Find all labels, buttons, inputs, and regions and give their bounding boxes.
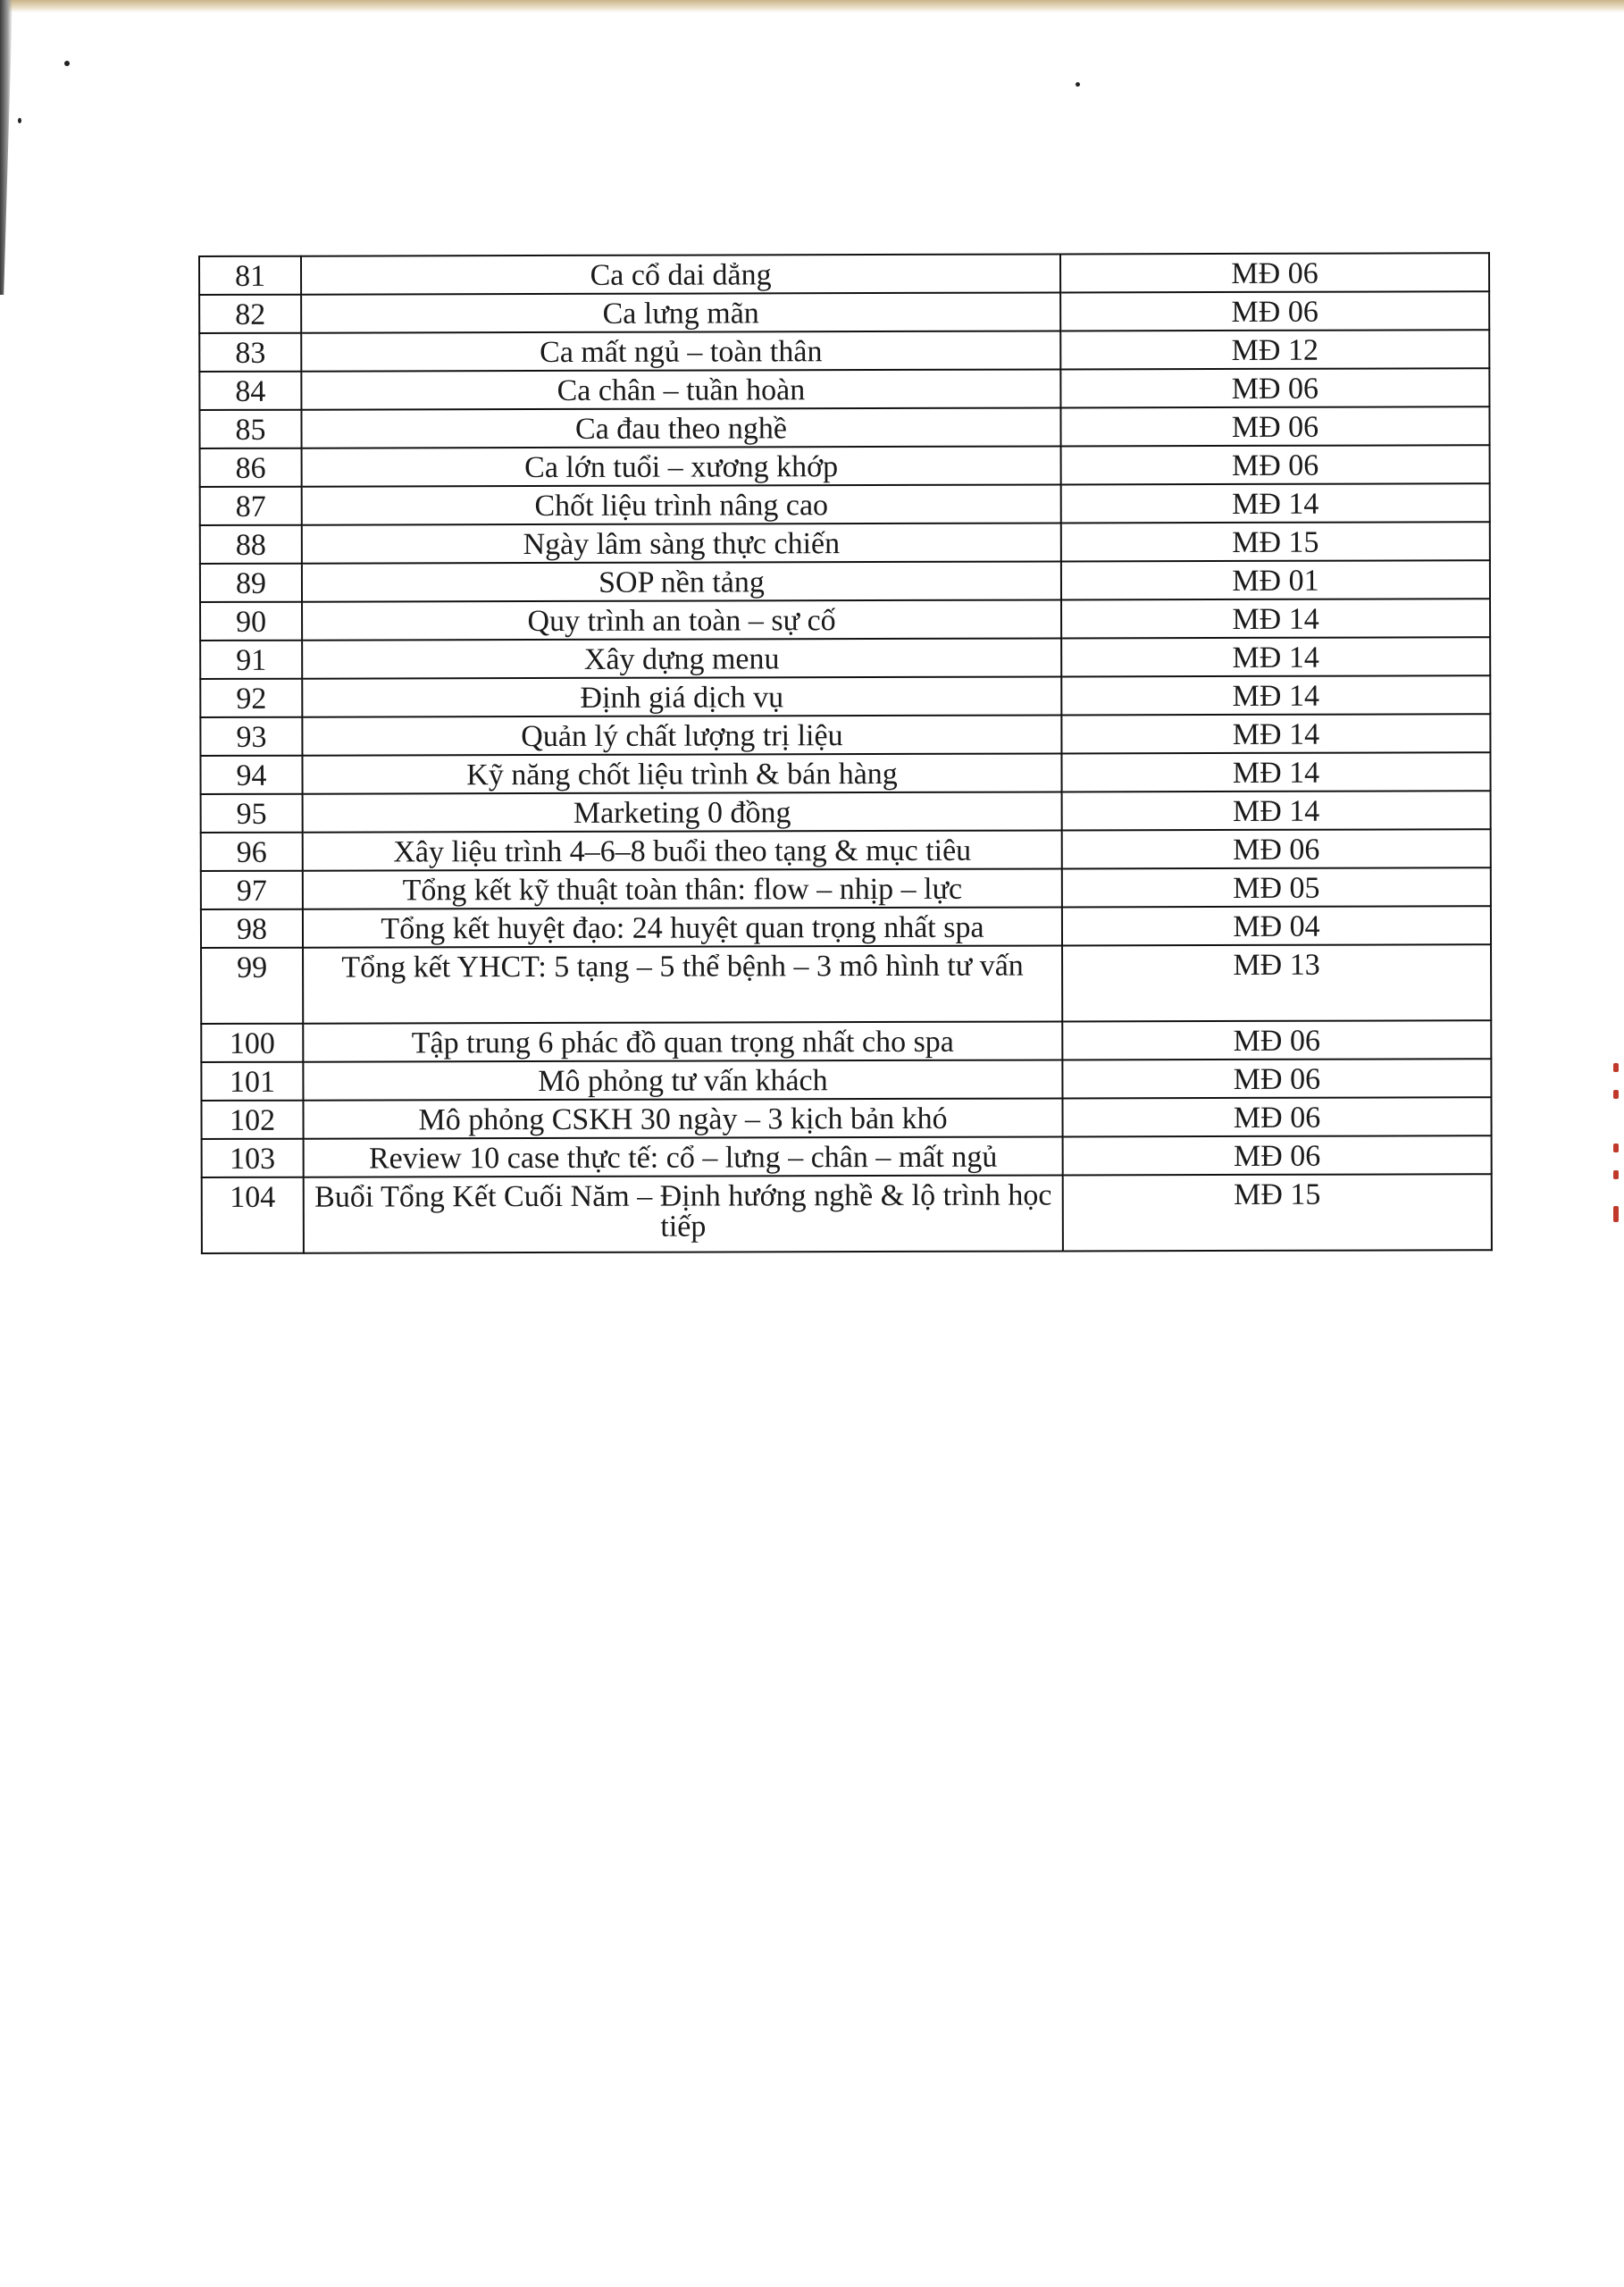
module-code: MĐ 06: [1060, 253, 1489, 292]
table-row: [200, 637, 1490, 679]
row-number: 86: [200, 448, 302, 487]
session-title: Buổi Tổng Kết Cuối Năm – Định hướng nghề & lộ trình học tiếp: [304, 1175, 1063, 1252]
table-row: [200, 522, 1490, 564]
table-row: [200, 560, 1490, 602]
table-row: [202, 1174, 1492, 1253]
row-number: 90: [200, 602, 302, 641]
session-title: Tổng kết YHCT: 5 tạng – 5 thể bệnh – 3 mô hình tư vấn: [303, 945, 1062, 1023]
session-title: Ngày lâm sàng thực chiến: [302, 523, 1061, 563]
session-title: Xây liệu trình 4–6–8 buổi theo tạng & mục tiêu: [303, 830, 1062, 870]
table-row: [199, 406, 1489, 448]
row-number: 92: [200, 679, 302, 717]
table-row: [201, 1097, 1491, 1139]
module-code: MĐ 04: [1062, 906, 1491, 945]
session-title: Tổng kết kỹ thuật toàn thân: flow – nhịp – lực: [303, 868, 1062, 909]
module-code: MĐ 06: [1062, 1059, 1491, 1098]
row-number: 98: [201, 909, 303, 948]
row-number: 91: [200, 641, 302, 679]
session-title: Ca lớn tuổi – xương khớp: [302, 446, 1061, 486]
table-row: [201, 1020, 1491, 1062]
course-schedule-table: [198, 252, 1493, 1254]
module-code: MĐ 14: [1062, 791, 1491, 830]
module-code: MĐ 01: [1061, 560, 1490, 599]
table-body: [199, 253, 1492, 1253]
module-code: MĐ 15: [1063, 1174, 1492, 1251]
session-title: Kỹ năng chốt liệu trình & bán hàng: [302, 753, 1061, 793]
row-number: 87: [200, 487, 302, 525]
table-row: [199, 291, 1489, 333]
row-number: 84: [199, 372, 301, 410]
row-number: 97: [201, 871, 303, 909]
edge-red-marks: [1613, 1063, 1622, 1242]
row-number: 82: [199, 295, 301, 333]
row-number: 88: [200, 525, 302, 564]
module-code: MĐ 06: [1062, 1020, 1491, 1060]
module-code: MĐ 14: [1061, 752, 1490, 792]
table-row: [202, 1135, 1492, 1177]
session-title: Mô phỏng tư vấn khách: [303, 1060, 1062, 1100]
table-row: [200, 714, 1490, 756]
session-title: Ca lưng mãn: [301, 292, 1060, 332]
row-number: 100: [201, 1024, 303, 1062]
session-title: Chốt liệu trình nâng cao: [302, 484, 1061, 524]
module-code: MĐ 14: [1061, 599, 1490, 638]
session-title: Tổng kết huyệt đạo: 24 huyệt quan trọng nhất spa: [303, 907, 1062, 947]
module-code: MĐ 06: [1060, 291, 1489, 331]
session-title: Ca cổ dai dẳng: [301, 254, 1060, 294]
session-title: Tập trung 6 phác đồ quan trọng nhất cho spa: [303, 1021, 1062, 1061]
module-code: MĐ 14: [1061, 483, 1490, 523]
row-number: 89: [200, 564, 302, 602]
session-title: Quản lý chất lượng trị liệu: [302, 715, 1061, 755]
session-title: Marketing 0 đồng: [303, 792, 1062, 832]
row-number: 102: [201, 1101, 303, 1139]
page-left-shadow: [0, 0, 13, 295]
session-title: SOP nền tảng: [302, 561, 1061, 601]
module-code: MĐ 05: [1062, 867, 1491, 907]
row-number: 85: [199, 410, 301, 448]
row-number: 95: [201, 794, 303, 833]
row-number: 103: [202, 1139, 304, 1177]
session-title: Ca đau theo nghề: [301, 407, 1060, 448]
table-row: [200, 675, 1490, 717]
module-code: MĐ 06: [1062, 1097, 1491, 1136]
session-title: Xây dựng menu: [302, 638, 1061, 678]
session-title: Mô phỏng CSKH 30 ngày – 3 kịch bản khó: [303, 1098, 1062, 1138]
row-number: 101: [201, 1062, 303, 1101]
module-code: MĐ 06: [1061, 445, 1490, 484]
ink-speck: [1076, 82, 1080, 87]
table-row: [201, 791, 1491, 833]
session-title: Review 10 case thực tế: cổ – lưng – chân – mất ngủ: [304, 1136, 1063, 1177]
table-row: [201, 1059, 1491, 1101]
module-code: MĐ 06: [1062, 829, 1491, 868]
module-code: MĐ 14: [1061, 637, 1490, 676]
module-code: MĐ 14: [1061, 675, 1490, 715]
row-number: 81: [199, 256, 301, 295]
table-row: [200, 752, 1490, 794]
module-code: MĐ 13: [1062, 944, 1491, 1021]
session-title: Định giá dịch vụ: [302, 676, 1061, 716]
table-row: [201, 906, 1491, 948]
row-number: 96: [201, 833, 303, 871]
module-code: MĐ 06: [1063, 1135, 1492, 1175]
module-code: MĐ 06: [1060, 368, 1489, 407]
ink-speck: [18, 118, 21, 123]
row-number: 93: [200, 717, 302, 756]
table-row: [200, 483, 1490, 525]
row-number: 99: [201, 948, 303, 1024]
page-top-edge: [0, 0, 1624, 13]
table-row: [199, 368, 1489, 410]
module-code: MĐ 14: [1061, 714, 1490, 753]
table-row: [199, 253, 1489, 295]
session-title: Ca chân – tuần hoàn: [301, 369, 1060, 409]
row-number: 94: [200, 756, 302, 794]
row-number: 83: [199, 333, 301, 372]
table-row: [200, 445, 1490, 487]
table-row: [201, 829, 1491, 871]
session-title: Quy trình an toàn – sự cố: [302, 599, 1061, 640]
module-code: MĐ 15: [1061, 522, 1490, 561]
table-row: [200, 599, 1490, 641]
table-row: [199, 330, 1489, 372]
table-row: [201, 867, 1491, 909]
module-code: MĐ 06: [1060, 406, 1489, 446]
table-row: [201, 944, 1491, 1024]
row-number: 104: [202, 1177, 304, 1253]
ink-speck: [64, 61, 70, 66]
session-title: Ca mất ngủ – toàn thân: [301, 331, 1060, 371]
module-code: MĐ 12: [1060, 330, 1489, 369]
